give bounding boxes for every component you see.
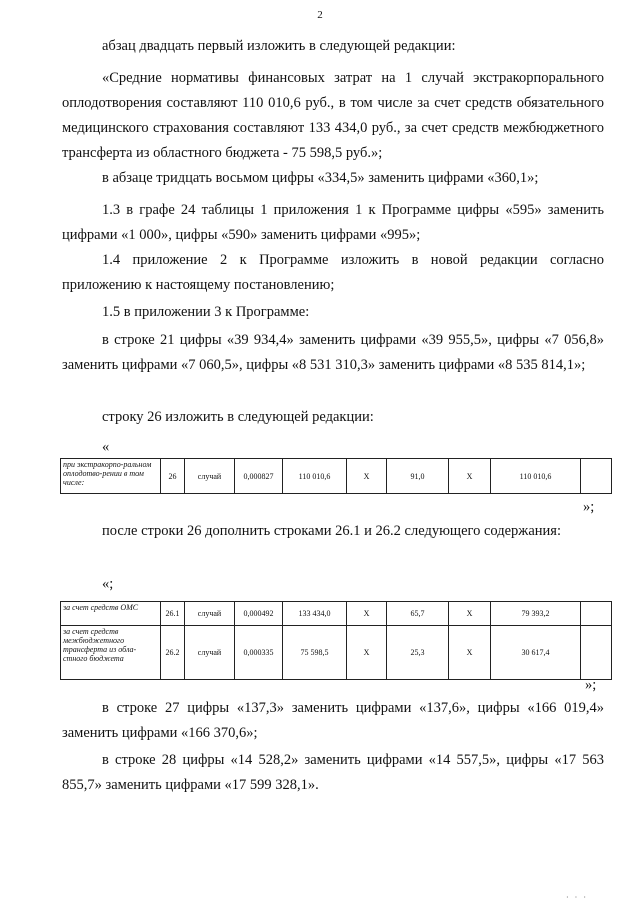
- table-cell: 0,000827: [235, 459, 283, 494]
- table-cell: 110 010,6: [283, 459, 347, 494]
- paragraph-9: после строки 26 дополнить строками 26.1 и 26.2 следующего содержания:: [102, 523, 561, 539]
- table-row-26: [60, 458, 612, 494]
- table-cell: 26.2: [161, 626, 185, 680]
- paragraph-11: в строке 28 цифры «14 528,2» заменить цифрами «14 557,5», цифры «17 563 855,7» заменить цифрами «17 599 328,1».: [62, 752, 604, 793]
- paragraph-5: 1.4 приложение 2 к Программе изложить в новой редакции согласно приложению к настоящему постановлению;: [62, 252, 604, 293]
- table-cell: Х: [449, 459, 491, 494]
- table-cell: 91,0: [387, 459, 449, 494]
- table-row: [61, 602, 612, 626]
- table-cell: 26: [161, 459, 185, 494]
- table-row: [61, 459, 612, 494]
- table-cell: [581, 459, 612, 494]
- table-cell: [581, 602, 612, 626]
- table-cell: случай: [185, 602, 235, 626]
- table-cell: при экстракорпо-ральном оплодотво-рении в том числе:: [61, 459, 161, 494]
- table-row: [61, 626, 612, 680]
- table-cell: 79 393,2: [491, 602, 581, 626]
- paragraph-7: в строке 21 цифры «39 934,4» заменить цифрами «39 955,5», цифры «7 056,8» заменить цифрами «7 060,5», цифры «8 531 310,3» заменить цифрами «8 535 814,1»;: [62, 332, 604, 373]
- open-quote-1: «: [102, 439, 110, 455]
- table-cell: Х: [347, 626, 387, 680]
- close-quote-1: »;: [583, 499, 595, 515]
- table-cell: за счет средств межбюджетного трансферта из обла-стного бюджета: [61, 626, 161, 680]
- table-cell: [581, 626, 612, 680]
- table-cell: случай: [185, 459, 235, 494]
- table-cell: 26.1: [161, 602, 185, 626]
- page-number: 2: [317, 9, 323, 21]
- paragraph-1: абзац двадцать первый изложить в следующей редакции:: [102, 38, 456, 54]
- corner-scan-mark: · · ·: [566, 893, 588, 902]
- table-cell: Х: [347, 602, 387, 626]
- open-quote-2: «;: [102, 576, 114, 592]
- table-rows-26-1-26-2: [60, 601, 612, 680]
- table-cell: 25,3: [387, 626, 449, 680]
- table-cell: Х: [347, 459, 387, 494]
- table-cell: за счет средств ОМС: [61, 602, 161, 626]
- paragraph-3: в абзаце тридцать восьмом цифры «334,5» заменить цифрами «360,1»;: [102, 170, 539, 186]
- table-cell: Х: [449, 626, 491, 680]
- paragraph-10: в строке 27 цифры «137,3» заменить цифрами «137,6», цифры «166 019,4» заменить цифрами «166 370,6»;: [62, 700, 604, 741]
- table-cell: 0,000492: [235, 602, 283, 626]
- table-cell: Х: [449, 602, 491, 626]
- table-cell: 133 434,0: [283, 602, 347, 626]
- table-cell: случай: [185, 626, 235, 680]
- table-cell: 75 598,5: [283, 626, 347, 680]
- paragraph-4: 1.3 в графе 24 таблицы 1 приложения 1 к Программе цифры «595» заменить цифрами «1 000», цифры «590» заменить цифрами «995»;: [62, 202, 604, 243]
- table-cell: 30 617,4: [491, 626, 581, 680]
- table-cell: 0,000335: [235, 626, 283, 680]
- paragraph-6: 1.5 в приложении 3 к Программе:: [102, 304, 310, 320]
- close-quote-2: »;: [585, 677, 597, 693]
- table-cell: 110 010,6: [491, 459, 581, 494]
- paragraph-2: «Средние нормативы финансовых затрат на 1 случай экстракорпорального оплодотворения составляют 110 010,6 руб., в том числе за счет средств обязательного медицинского страхования составляют 133 434,0 руб., за счет средств межбюджетного трансферта из областного бюджета - 75 598,5 руб.»;: [62, 70, 604, 161]
- table-cell: 65,7: [387, 602, 449, 626]
- paragraph-8: строку 26 изложить в следующей редакции:: [102, 409, 374, 425]
